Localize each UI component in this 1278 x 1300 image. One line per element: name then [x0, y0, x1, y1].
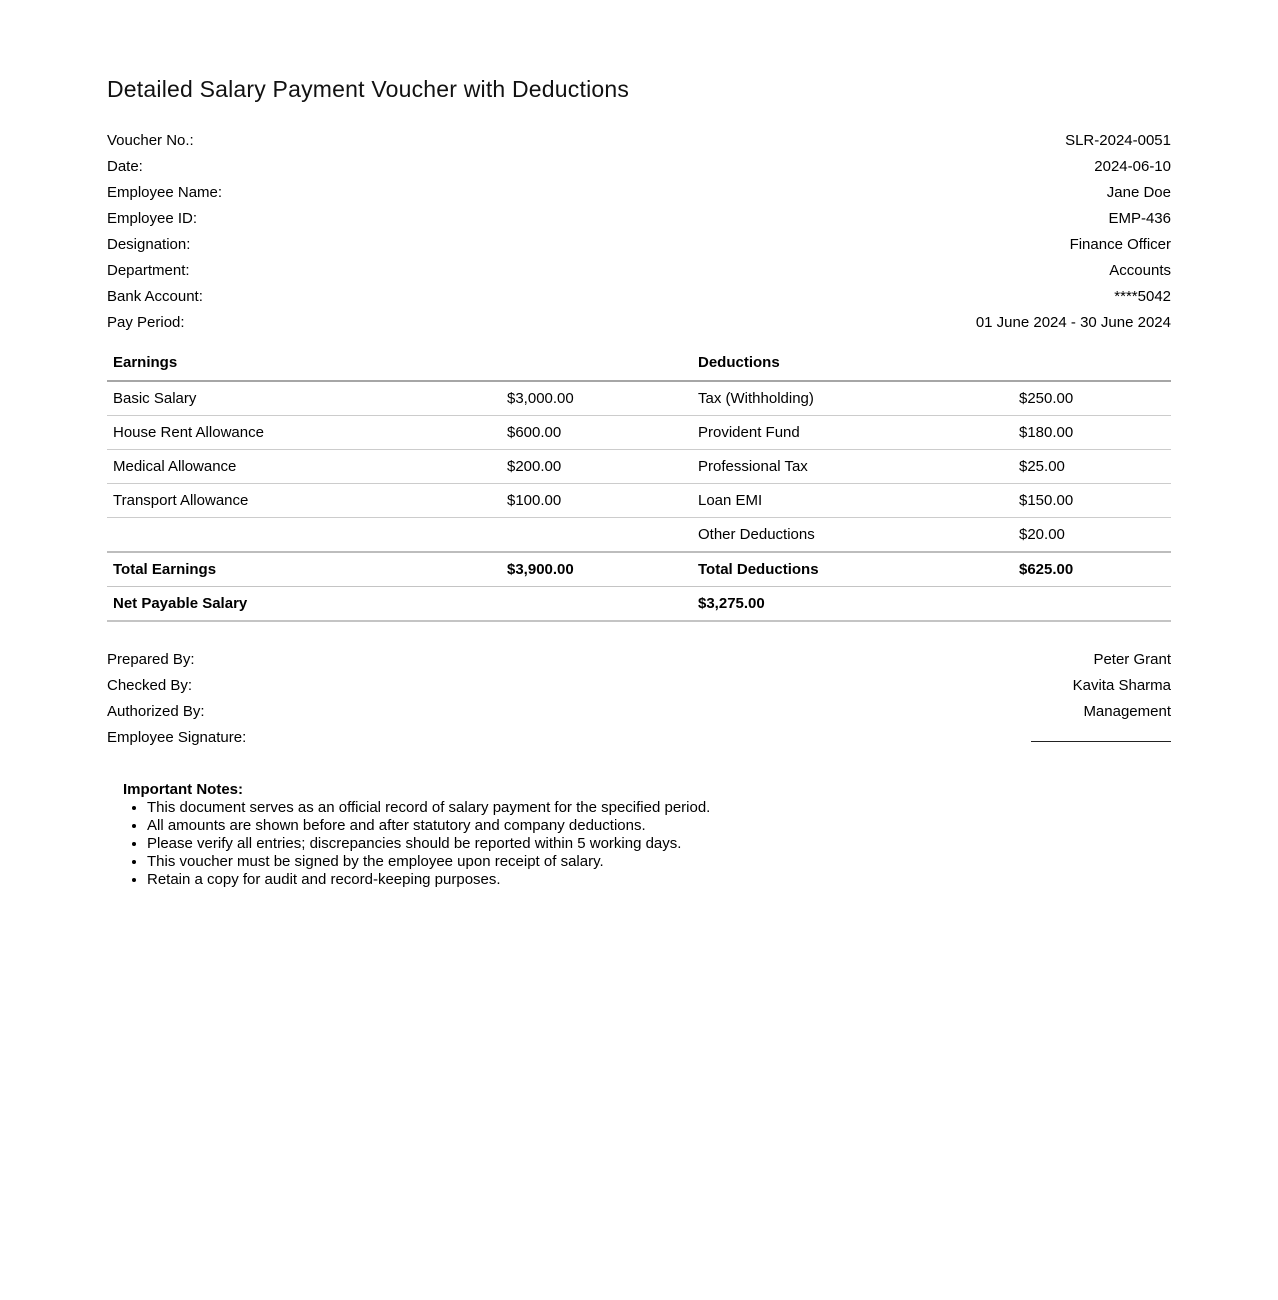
checked-by-row — [107, 673, 1171, 699]
note-item: • This voucher must be signed by the employee upon receipt of salary. — [147, 853, 1171, 871]
table-row — [107, 518, 1171, 553]
designation-value: Finance Officer — [1069, 236, 1171, 253]
prepared-by-label: Prepared By: — [107, 651, 195, 668]
deduction-item: Other Deductions — [692, 518, 1013, 553]
deduction-amount: $150.00 — [1013, 484, 1171, 518]
note-item: • Retain a copy for audit and record-keeping purposes. — [147, 871, 1171, 889]
info-row-voucher-no — [107, 128, 1171, 154]
earning-item: Medical Allowance — [107, 450, 501, 484]
employee-signature-label: Employee Signature: — [107, 729, 247, 746]
info-row-employee-name — [107, 180, 1171, 206]
signature-section — [107, 647, 1171, 751]
voucher-info-section — [107, 128, 1171, 336]
note-item: • This document serves as an official record of salary payment for the specified period. — [147, 799, 1171, 817]
department-value: Accounts — [1109, 262, 1171, 279]
deductions-amount-column-header — [1013, 349, 1171, 381]
table-row — [107, 416, 1171, 450]
earnings-deductions-table — [107, 349, 1171, 622]
net-payable-row — [107, 587, 1171, 622]
deduction-amount: $180.00 — [1013, 416, 1171, 450]
earning-amount: $3,000.00 — [501, 381, 692, 416]
checked-by-label: Checked By: — [107, 677, 193, 694]
deduction-item: Provident Fund — [692, 416, 1013, 450]
info-row-department — [107, 258, 1171, 284]
earning-item: House Rent Allowance — [107, 416, 501, 450]
earning-item — [107, 518, 501, 553]
voucher-no-label: Voucher No.: — [107, 132, 194, 149]
pay-period-value: 01 June 2024 - 30 June 2024 — [975, 314, 1171, 331]
deduction-item: Loan EMI — [692, 484, 1013, 518]
earning-item: Basic Salary — [107, 381, 501, 416]
earnings-column-header: Earnings — [107, 349, 501, 381]
table-row — [107, 381, 1171, 416]
authorized-by-row — [107, 699, 1171, 725]
bank-account-label: Bank Account: — [107, 288, 203, 305]
earning-amount: $100.00 — [501, 484, 692, 518]
deductions-column-header: Deductions — [692, 349, 1013, 381]
page-title: Detailed Salary Payment Voucher with Deductions — [107, 76, 630, 102]
designation-label: Designation: — [107, 236, 191, 253]
total-deductions-amount: $625.00 — [1013, 552, 1171, 587]
deduction-amount: $25.00 — [1013, 450, 1171, 484]
info-row-pay-period — [107, 310, 1171, 336]
info-row-bank-account — [107, 284, 1171, 310]
deduction-item: Professional Tax — [692, 450, 1013, 484]
employee-name-label: Employee Name: — [107, 184, 223, 201]
date-value: 2024-06-10 — [1094, 158, 1171, 175]
net-payable-label: Net Payable Salary — [107, 587, 501, 622]
totals-row — [107, 552, 1171, 587]
authorized-by-label: Authorized By: — [107, 703, 205, 720]
info-row-employee-id — [107, 206, 1171, 232]
employee-id-label: Employee ID: — [107, 210, 198, 227]
employee-name-value: Jane Doe — [1106, 184, 1171, 201]
important-notes-section — [107, 781, 1171, 889]
total-deductions-label: Total Deductions — [692, 552, 1013, 587]
total-earnings-amount: $3,900.00 — [501, 552, 692, 587]
important-notes-heading: Important Notes: — [123, 781, 243, 798]
bank-account-value: ****5042 — [1114, 288, 1171, 305]
employee-signature-line — [1031, 726, 1171, 742]
voucher-no-value: SLR-2024-0051 — [1065, 132, 1171, 149]
earning-amount: $200.00 — [501, 450, 692, 484]
info-row-date — [107, 154, 1171, 180]
earnings-amount-column-header — [501, 349, 692, 381]
authorized-by-value: Management — [1083, 703, 1171, 720]
table-row — [107, 450, 1171, 484]
earning-item: Transport Allowance — [107, 484, 501, 518]
net-payable-spacer — [501, 587, 692, 622]
deduction-amount: $250.00 — [1013, 381, 1171, 416]
deduction-amount: $20.00 — [1013, 518, 1171, 553]
deduction-item: Tax (Withholding) — [692, 381, 1013, 416]
note-item: • Please verify all entries; discrepancies should be reported within 5 working days. — [147, 835, 1171, 853]
employee-id-value: EMP-436 — [1108, 210, 1171, 227]
prepared-by-row — [107, 647, 1171, 673]
table-row — [107, 484, 1171, 518]
date-label: Date: — [107, 158, 143, 175]
net-payable-amount: $3,275.00 — [692, 587, 1013, 622]
note-item: • All amounts are shown before and after statutory and company deductions. — [147, 817, 1171, 835]
table-header-row — [107, 349, 1171, 381]
department-label: Department: — [107, 262, 190, 279]
pay-period-label: Pay Period: — [107, 314, 185, 331]
employee-signature-row — [107, 725, 1171, 751]
earning-amount — [501, 518, 692, 553]
voucher-page — [107, 0, 1171, 889]
info-row-designation — [107, 232, 1171, 258]
total-earnings-label: Total Earnings — [107, 552, 501, 587]
net-payable-spacer — [1013, 587, 1171, 622]
earning-amount: $600.00 — [501, 416, 692, 450]
important-notes-list — [123, 799, 1171, 889]
prepared-by-value: Peter Grant — [1093, 651, 1171, 668]
checked-by-value: Kavita Sharma — [1072, 677, 1171, 694]
